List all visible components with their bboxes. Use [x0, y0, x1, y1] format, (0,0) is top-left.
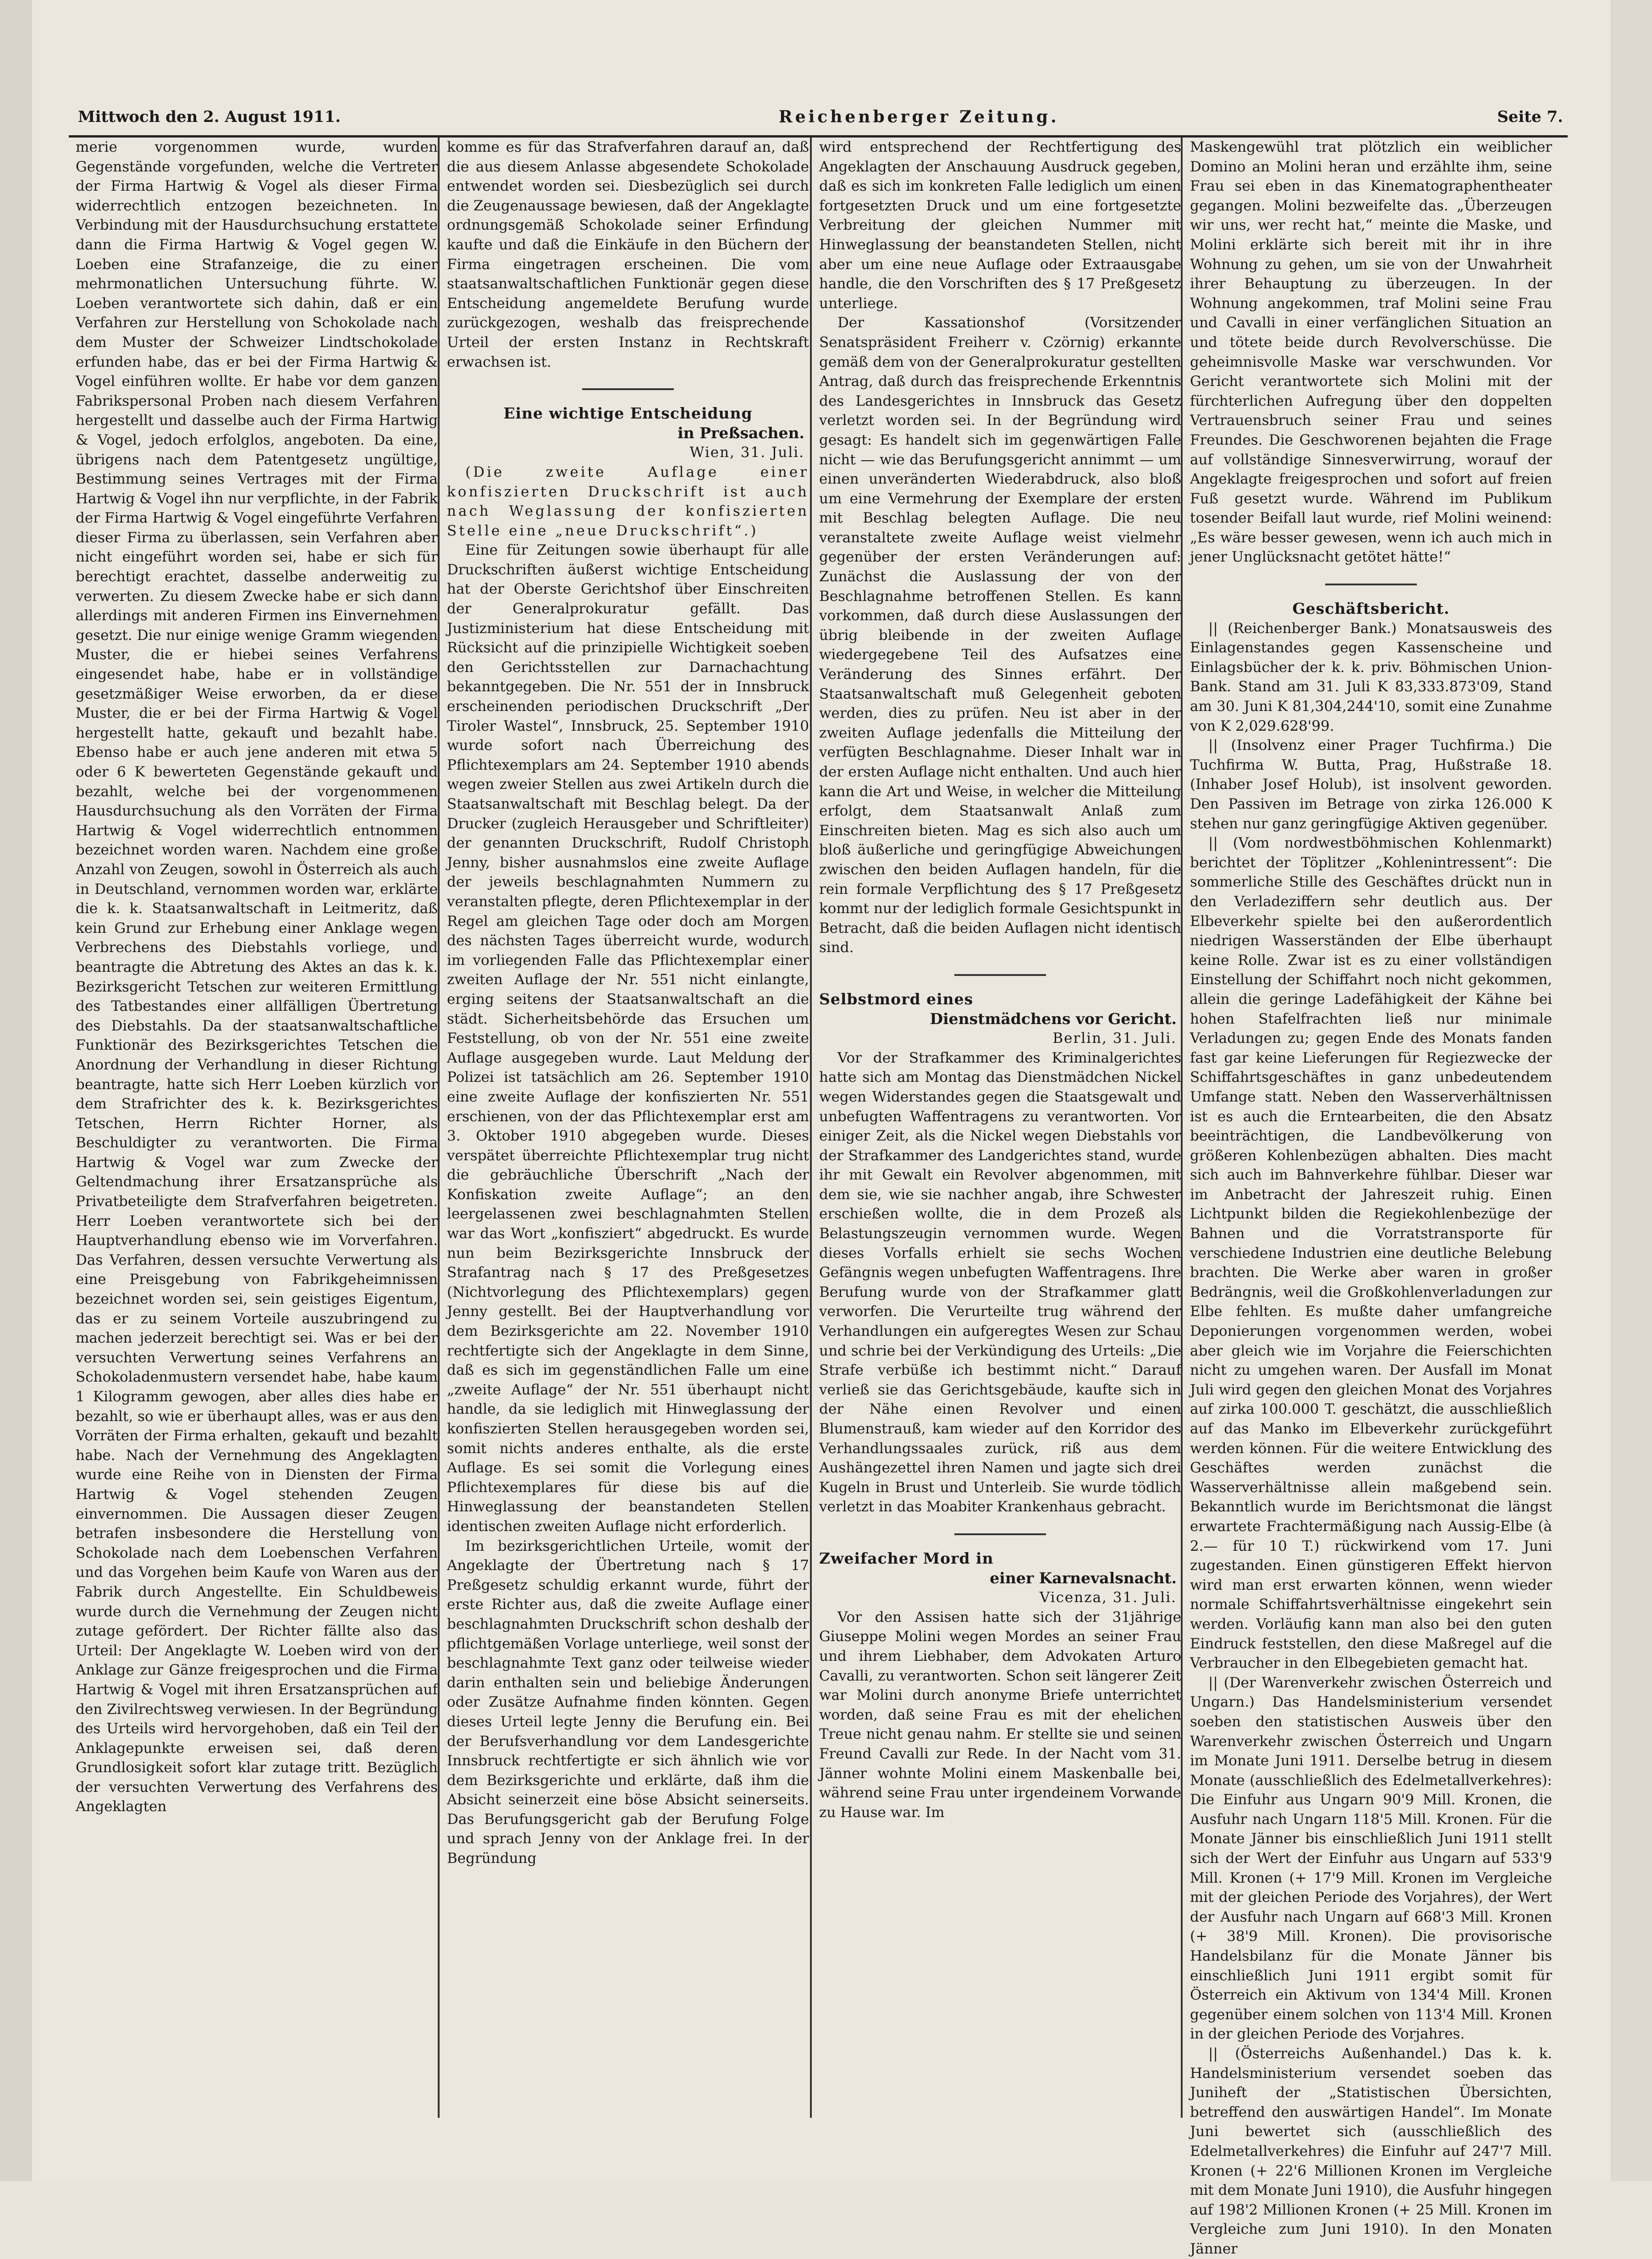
- article-paragraph: Vor der Strafkammer des Kriminalgerichtes hatte sich am Montag das Dienstmädchen Nickel wegen Widerstandes gegen die Staatsgewalt und unbefugten Waffentragens zu verantworten. Vor einiger Zeit, als die Nickel wegen Diebstahls vor der Strafkammer des Landgerichtes stand, wurde ihr mit Gewalt ein Revolver abgenommen, mit dem sie, wie sie nachher angab, ihre Schwester erschießen wollte, die in dem Prozeß als Belastungszeugin vernommen wurde. Wegen dieses Vorfalls erhielt sie sechs Wochen Gefängnis wegen unbefugten Waffentragens. Ihre Berufung wurde von der Strafkammer glatt verworfen. Die Verurteilte trug während der Verhandlungen ein aufgeregtes Wesen zur Schau und schrie bei der Verkündigung des Urteils: „Die Strafe verbüße ich bestimmt nicht.“ Darauf verließ sie das Gerichtsgebäude, kaufte sich in der Nähe einen Revolver und einen Blumenstrauß, kam wieder auf den Korridor des Verhandlungssaales zurück, riß aus dem Aushängezettel ihren Namen und jagte sich drei Kugeln in Brust und Unterleib. Sie wurde tödlich verletzt in das Moabiter Krankenhaus gebracht.: [819, 1049, 1181, 1515]
- business-item: || (Vom nordwestböhmischen Kohlenmarkt) berichtet der Töplitzer „Kohlenintressent“: Die sommerliche Stille des Geschäftes drückt nun in den Verladeziffern sehr deutlich aus. Der Elbeverkehr spielte bei den außerordentlich niedrigen Wasserständen der Elbe überhaupt keine Rolle. Zwar ist es zu einer vollständigen Einstellung der Schiffahrt noch nicht gekommen, allein die geringe Ladefähigkeit der Kähne bei hohen Stafelfrachten ließ nur minimale Verladungen zu; gegen Ende des Monats fanden fast gar keine Lieferungen für Regiezwecke der Schiffahrtsgeschäftes in ganz unbedeutendem Umfange statt. Neben den Wasserverhältnissen ist es auch die Erntearbeiten, die den Absatz beeinträchtigen, die Landbevölkerung von größeren Kohlenbezügen abhalten. Dies macht sich auch im Bahnverkehre fühlbar. Dieser war im Anbetracht der Jahreszeit ruhig. Einen Lichtpunkt bilden die Regiekohlenbezüge der Bahnen und die Vorratstransporte für verschiedene Industrien eine deutliche Belebung brachten. Die Werke aber waren in großer Bedrängnis, weil die Großkohlenverladungen zur Elbe fehlten. Es mußte daher umfangreiche Deponierungen vorgenommen werden, wobei aber gleich wie im Vorjahre die Feierschichten nicht zu umgehen waren. Der Ausfall im Monat Juli wird gegen den gleichen Monat des Vorjahres auf zirka 100.000 T. geschätzt, die ausschließlich auf das Manko im Elbeverkehr zurückgeführt werden können. Für die weitere Entwicklung des Geschäftes werden zunächst die Wasserverhältnisse allein maßgebend sein. Bekanntlich wurde im Berichtsmonat die längst erwartete Frachtermäßigung nach Aussig-Elbe (à 2.— für 10 T.) rückwirkend vom 17. Juni zugestanden. Einen günstigeren Effekt hiervon wird man erst erwarten können, wenn wieder normale Schiffahrtsverhältnisse eingekehrt sein werden. Vorläufig kann man also bei den guten Eindruck feststellen, den diese Maßregel auf die Verbraucher in den Elbegebieten gemacht hat.: [1190, 835, 1552, 1672]
- business-item: || (Reichenberger Bank.) Monatsausweis des Einlagenstandes gegen Kassenscheine und Einlagsbücher der k. k. priv. Böhmischen Union-Bank. Stand am 31. Juli K 83,333.873'09, Stand am 30. Juni K 81,304,244'10, somit eine Zunahme von K 2,029.628'99.: [1190, 620, 1552, 734]
- article-paragraph: komme es für das Strafverfahren darauf an, daß die aus diesem Anlasse abgesendete Schokolade entwendet worden sei. Diesbezüglich sei durch die Zeugenaussage bewiesen, daß der Angeklagte ordnungsgemäß Schokolade seiner Erfindung kaufte und daß die Einkäufe in den Büchern der Firma eingetragen erscheinen. Die vom staatsanwaltschaftlichen Funktionär gegen diese Entscheidung angemeldete Berufung wurde zurückgezogen, weshalb das freisprechende Urteil der ersten Instanz in Rechtskraft erwachsen ist.: [447, 139, 809, 370]
- article-dateline: Vicenza, 31. Juli.: [1039, 1589, 1177, 1606]
- article-headline-line2: einer Karnevalsnacht.: [990, 1569, 1177, 1587]
- article-headline: Zweifacher Mord in: [819, 1549, 994, 1567]
- section-headline: Geschäftsbericht.: [1292, 600, 1450, 618]
- article-headline: Eine wichtige Entscheidung: [503, 404, 753, 423]
- business-item: || (Der Warenverkehr zwischen Österreich und Ungarn.) Das Handelsministerium versendet soeben den statistischen Ausweis über den Warenverkehr zwischen Österreich und Ungarn im Monate Juni 1911. Derselbe betrug in diesem Monate (ausschließlich des Edelmetallverkehres): Die Einfuhr aus Ungarn 90'9 Mill. Kronen, die Ausfuhr nach Ungarn 118'5 Mill. Kronen. Für die Monate Jänner bis einschließlich Juni 1911 stellt sich der Wert der Einfuhr aus Ungarn auf 533'9 Mill. Kronen (+ 17'9 Mill. Kronen im Vergleiche mit der gleichen Periode des Vorjahres), der Wert der Ausfuhr nach Ungarn auf 668'3 Mill. Kronen (+ 38'9 Mill. Kronen). Die provisorische Handelsbilanz für die Monate Jänner bis einschließlich Juni 1911 ergibt somit für Österreich ein Aktivum von 134'4 Mill. Kronen gegenüber einem solchen von 113'4 Mill. Kronen in der gleichen Periode des Vorjahres.: [1190, 1674, 1552, 2043]
- page-header: [78, 101, 1563, 133]
- article-paragraph: Vor den Assisen hatte sich der 31jährige Giuseppe Molini wegen Mordes an seiner Frau und ihrem Liebhaber, dem Advokaten Arturo Cavalli, zu verantworten. Schon seit längerer Zeit war Molini durch anonyme Briefe unterrichtet worden, daß seine Frau es mit der ehelichen Treue nicht genau nahm. Er stellte sie und seinen Freund Cavalli zur Rede. In der Nacht vom 31. Jänner wohnte Molini einem Maskenballe bei, während seine Frau unter irgendeinem Vorwande zu Hause war. Im: [819, 1609, 1181, 1821]
- article-separator: [582, 388, 674, 390]
- column-divider: [438, 138, 440, 2118]
- article-paragraph: merie vorgenommen wurde, wurden Gegenstände vorgefunden, welche die Vertreter der Firma Hartwig & Vogel als dieser Firma widerrechtlich entzogen bezeichneten. In Verbindung mit der Hausdurchsuchung erstattete dann die Firma Hartwig & Vogel gegen W. Loeben eine Strafanzeige, die zu einer mehrmonatlichen Untersuchung führte. W. Loeben verantwortete sich dahin, daß er ein Verfahren zur Herstellung von Schokolade nach dem Muster der Schweizer Lindtschokolade erfunden habe, das er bei der Firma Hartwig & Vogel einführen wollte. Er habe vor dem ganzen Fabrikspersonal Proben nach diesem Verfahren hergestellt und dasselbe auch der Firma Hartwig & Vogel, jedoch erfolglos, angeboten. Da eine, übrigens nach dem Patentgesetz ungültige, Bestimmung seines Vertrages mit der Firma Hartwig & Vogel ihn nur verpflichte, in der Fabrik der Firma Hartwig & Vogel eingeführte Verfahren dieser Firma zu überlassen, sein Verfahren aber nicht eingeführt worden sei, habe er sich für berechtigt erachtet, dasselbe anderweitig zu verwerten. Zu diesem Zwecke habe er sich dann allerdings mit anderen Firmen ins Einvernehmen gesetzt. Die nur einige wenige Gramm wiegenden Muster, die er hiebei seines Verfahrens eingesendet habe, habe er in vollständige gesetzmäßiger Weise erworben, da er diese Muster, die er bei der Firma Hartwig & Vogel hergestellt hatte, gekauft und bezahlt habe. Ebenso habe er auch jene anderen mit etwa 5 oder 6 K bewerteten Gegenstände gekauft und bezahlt, welche bei der vorgenommenen Hausdurchsuchung als den Vorräten der Firma Hartwig & Vogel widerrechtlich entnommen bezeichnet worden waren. Nachdem eine große Anzahl von Zeugen, sowohl in Österreich als auch in Deutschland, vernommen worden war, erklärte die k. k. Staatsanwaltschaft in Leitmeritz, daß kein Grund zur Erhebung einer Anklage wegen Verbrechens des Diebstahls vorliege, und beantragte die Abtretung des Aktes an das k. k. Bezirksgericht Tetschen zur weiteren Ermittlung des Tatbestandes einer allfälligen Übertretung des Diebstahls. Da der staatsanwaltschaftliche Funktionär des Bezirksgerichtes Tetschen die Anordnung der Verhandlung in dieser Richtung beantragte, hatte sich Herr Loeben kürzlich vor dem Strafrichter des k. k. Bezirksgerichtes Tetschen, Herrn Richter Horner, als Beschuldigter zu verantworten. Die Firma Hartwig & Vogel war zum Zwecke der Geltendmachung ihrer Ersatzansprüche als Privatbeteiligte dem Strafverfahren beigetreten. Herr Loeben verantwortete sich bei der Hauptverhandlung ebenso wie im Vorverfahren. Das Verfahren, dessen versuchte Verwertung als eine Preisgebung von Fabrikgeheimnissen bezeichnet worden sei, sein geistiges Eigentum, das er zu seinem Vorteile auszubringend zu machen jederzeit berechtigt sei. Was er bei der versuchten Verwertung seines Verfahrens an Schokoladenmustern versendet habe, habe kaum 1 Kilogramm gewogen, aber alles dies habe er bezahlt, so wie er überhaupt alles, was er aus den Vorräten der Firma erhalten, gekauft und bezahlt habe. Nach der Vernehmung des Angeklagten wurde eine Reihe von in Diensten der Firma Hartwig & Vogel stehenden Zeugen einvernommen. Die Aussagen dieser Zeugen betrafen insbesondere die Herstellung von Schokolade nach dem Loebenschen Verfahren und das Vorgehen beim Kaufe von Waren aus der Fabrik durch Angestellte. Ein Schuldbeweis wurde durch die Vernehmung der Zeugen nicht zutage gefördert. Der Richter fällte also das Urteil: Der Angeklagte W. Loeben wird von der Anklage zur Gänze freigesprochen und die Firma Hartwig & Vogel mit ihren Ersatzansprüchen auf den Zivilrechtsweg verwiesen. In der Begründung des Urteils wird hervorgehoben, daß ein Teil der Anklagepunkte erweisen sei, daß deren Grundlosigkeit sofort klar zutage tritt. Bezüglich der versuchten Verwertung des Verfahrens des Angeklagten: [76, 139, 438, 1815]
- column-4: [1190, 138, 1552, 2257]
- header-paper-title: Reichenberger Zeitung.: [778, 107, 1059, 127]
- article-dateline: Wien, 31. Juli.: [689, 444, 804, 461]
- column-1: [76, 138, 438, 2118]
- article-paragraph: wird entsprechend der Rechtfertigung des Angeklagten der Anschauung Ausdruck gegeben, daß es sich im konkreten Falle lediglich um einen fortgesetzten Druck und um eine fortgesetzte Verbreitung der gleichen Nummer mit Hinweglassung der beanstandeten Stellen, nicht aber um eine neue Auflage oder Extraausgabe handle, die den Vorschriften des § 17 Preßgesetz unterliege.: [819, 139, 1181, 312]
- article-paragraph: Eine für Zeitungen sowie überhaupt für alle Druckschriften äußerst wichtige Entscheidung hat der Oberste Gerichtshof über Einschreiten der Generalprokuratur gefällt. Das Justizministerium hat diese Entscheidung mit Rücksicht auf die prinzipielle Wichtigkeit soeben den Gerichtsstellen zur Darnachachtung bekanntgegeben. Die Nr. 551 der in Innsbruck erscheinenden periodischen Druckschrift „Der Tiroler Wastel“, Innsbruck, 25. September 1910 wurde sofort nach Überreichung des Pflichtexemplars am 24. September 1910 abends wegen zweier Stellen aus zwei Artikeln durch die Staatsanwaltschaft mit Beschlag belegt. Da der Drucker (zugleich Herausgeber und Schriftleiter) der genannten Druckschrift, Rudolf Christoph Jenny, bisher ausnahmslos eine zweite Auflage der jeweils beschlagnahmten Nummern zu veranstalten pflegte, deren Pflichtexemplar in der Regel am gleichen Tage oder doch am Morgen des nächsten Tages überreicht wurde, wodurch im vorliegenden Falle das Pflichtexemplar einer zweiten Auflage der Nr. 551 nicht einlangte, erging seitens der Staatsanwaltschaft an die städt. Sicherheitsbehörde das Ersuchen um Feststellung, ob von der Nr. 551 eine zweite Auflage ausgegeben wurde. Laut Meldung der Polizei ist tatsächlich am 26. September 1910 eine zweite Auflage der konfiszierten Nr. 551 erschienen, von der das Pflichtexemplar erst am 3. Oktober 1910 abgegeben wurde. Dieses verspätet überreichte Pflichtexemplar trug nicht die gebräuchliche Überschrift „Nach der Konfiskation zweite Auflage“; an den leergelassenen zwei beschlagnahmten Stellen war das Wort „konfisziert“ abgedruckt. Es wurde nun beim Bezirksgerichte Innsbruck der Strafantrag nach § 17 des Preßgesetzes (Nichtvorlegung des Pflichtexemplars) gegen Jenny gestellt. Bei der Hauptverhandlung vor dem Bezirksgerichte am 22. November 1910 rechtfertigte sich der Angeklagte in dem Sinne, daß es sich im gegenständlichen Falle um eine „zweite Auflage“ der Nr. 551 überhaupt nicht handle, da sie lediglich mit Hinweglassung der konfiszierten Stellen herausgegeben worden sei, somit nichts anderes enthalte, als die erste Auflage. Es sei somit die Vorlegung eines Pflichtexemplares für diese bis auf die Hinweglassung der beanstandeten Stellen identischen zweiten Auflage nicht erforderlich.: [447, 542, 809, 1535]
- column-divider: [810, 138, 812, 2118]
- column-3: [819, 138, 1181, 2118]
- article-separator: [1325, 584, 1417, 585]
- column-2: [447, 138, 809, 2118]
- scan-edge-right: [1611, 0, 1652, 2181]
- article-headline: Selbstmord eines: [819, 990, 974, 1008]
- article-dateline: Berlin, 31. Juli.: [1052, 1030, 1177, 1047]
- header-date: Mittwoch den 2. August 1911.: [78, 108, 341, 126]
- business-item: || (Österreichs Außenhandel.) Das k. k. Handelsministerium versendet soeben das Juniheft der „Statistischen Übersichten, betreffend den auswärtigen Handel“. Im Monate Juni bewertet sich (ausschließlich des Edelmetallverkehres) die Einfuhr auf 247'7 Mill. Kronen (+ 22'6 Millionen Kronen im Vergleiche mit dem Monate Juni 1910), die Ausfuhr hingegen auf 198'2 Millionen Kronen (+ 25 Mill. Kronen im Vergleiche zum Juni 1910). In den Monaten Jänner: [1190, 2045, 1552, 2257]
- article-separator: [954, 1533, 1046, 1535]
- article-paragraph: Im bezirksgerichtlichen Urteile, womit der Angeklagte der Übertretung nach § 17 Preßgesetz schuldig erkannt wurde, führt der erste Richter aus, daß die zweite Auflage einer beschlagnahmten Druckschrift schon deshalb der pflichtgemäßen Vorlage unterliege, weil sonst der beschlagnahmte Text ganz oder teilweise wieder darin enthalten sein und beliebige Änderungen oder Zusätze Aufnahme finden könnten. Gegen dieses Urteil legte Jenny die Berufung ein. Bei der Berufsverhandlung vor dem Landesgerichte Innsbruck rechtfertigte er sich ähnlich wie vor dem Bezirksgerichte und erklärte, daß ihm die Absicht seinerzeit eine böse Absicht seinerseits. Das Berufungsgericht gab der Berufung Folge und sprach Jenny von der Anklage frei. In der Begründung: [447, 1537, 809, 1867]
- article-paragraph: Der Kassationshof (Vorsitzender Senatspräsident Freiherr v. Czörnig) erkannte gemäß dem von der Generalprokuratur gestellten Antrag, daß durch das freisprechende Erkenntnis des Landesgerichtes in Innsbruck das Gesetz verletzt worden sei. In der Begründung wird gesagt: Es handelt sich im gegenwärtigen Falle nicht — wie das Berufungsgericht annimmt — um einen unveränderten Wiederabdruck, also bloß um eine Vermehrung der Exemplare der ersten mit Beschlag belegten Auflage. Die neu veranstaltete zweite Auflage weist vielmehr gegenüber der ersten Veränderungen auf: Zunächst die Auslassung der von der Beschlagnahme betroffenen Stellen. Es kann vorkommen, daß durch diese Auslassungen der übrig bleibende in der zweiten Auflage wiedergegebene Teil des Aufsatzes eine Veränderung des Sinnes erfährt. Der Staatsanwaltschaft muß Gelegenheit geboten werden, dies zu prüfen. Neu ist aber in der zweiten Auflage jedenfalls die Mitteilung der verfügten Beschlagnahme. Dieser Inhalt war in der ersten Auflage nicht enthalten. Und auch hier kann die Art und Weise, in welcher die Mitteilung erfolgt, dem Staatsanwalt Anlaß zum Einschreiten bieten. Mag es sich also auch um bloß äußerliche und geringfügige Abweichungen zwischen den beiden Auflagen handeln, für die rein formale Verpflichtung des § 17 Preßgesetz kommt nur der lediglich formale Gesichtspunkt in Betracht, daß die beiden Auflagen nicht identisch sind.: [819, 314, 1181, 956]
- business-item: || (Insolvenz einer Prager Tuchfirma.) Die Tuchfirma W. Butta, Prag, Hußstraße 18. (Inhaber Josef Holub), ist insolvent geworden. Den Passiven im Betrage von zirka 126.000 K stehen nur ganz geringfügige Aktiven gegenüber.: [1190, 737, 1552, 832]
- article-headline-line2: in Preßsachen.: [677, 424, 804, 442]
- article-paragraph: (Die zweite Auflage einer konfiszierten Druckschrift ist auch nach Weglassung der konfiszierten Stelle eine „neue Druckschrift“.): [447, 463, 809, 539]
- scan-edge-left: [0, 0, 32, 2181]
- article-headline-line2: Dienstmädchens vor Gericht.: [930, 1009, 1177, 1028]
- article-separator: [954, 974, 1046, 976]
- header-page-number: Seite 7.: [1497, 108, 1563, 126]
- article-paragraph: Maskengewühl trat plötzlich ein weiblicher Domino an Molini heran und erzählte ihm, seine Frau sei eben in das Kinematographentheater gegangen. Molini bezweifelte das. „Überzeugen wir uns, wer recht hat,“ meinte die Maske, und Molini erklärte sich bereit mit ihr in ihre Wohnung zu gehen, um sie von der Unwahrheit ihrer Behauptung zu überzeugen. In der Wohnung angekommen, traf Molini seine Frau und Cavalli in einer verfänglichen Situation an und tötete beide durch Revolverschüsse. Die geheimnisvolle Maske war verschwunden. Vor Gericht verantwortete sich Molini mit der fürchterlichen Aufregung über den doppelten Vertrauensbruch seiner Frau und seines Freundes. Die Geschworenen bejahten die Frage auf vollständige Sinnesverwirrung, worauf der Angeklagte freigesprochen und sofort auf freien Fuß gesetzt wurde. Während im Publikum tosender Beifall laut wurde, rief Molini weinend: „Es wäre besser gewesen, wenn ich auch mich in jener Unglücksnacht getötet hätte!“: [1190, 139, 1552, 566]
